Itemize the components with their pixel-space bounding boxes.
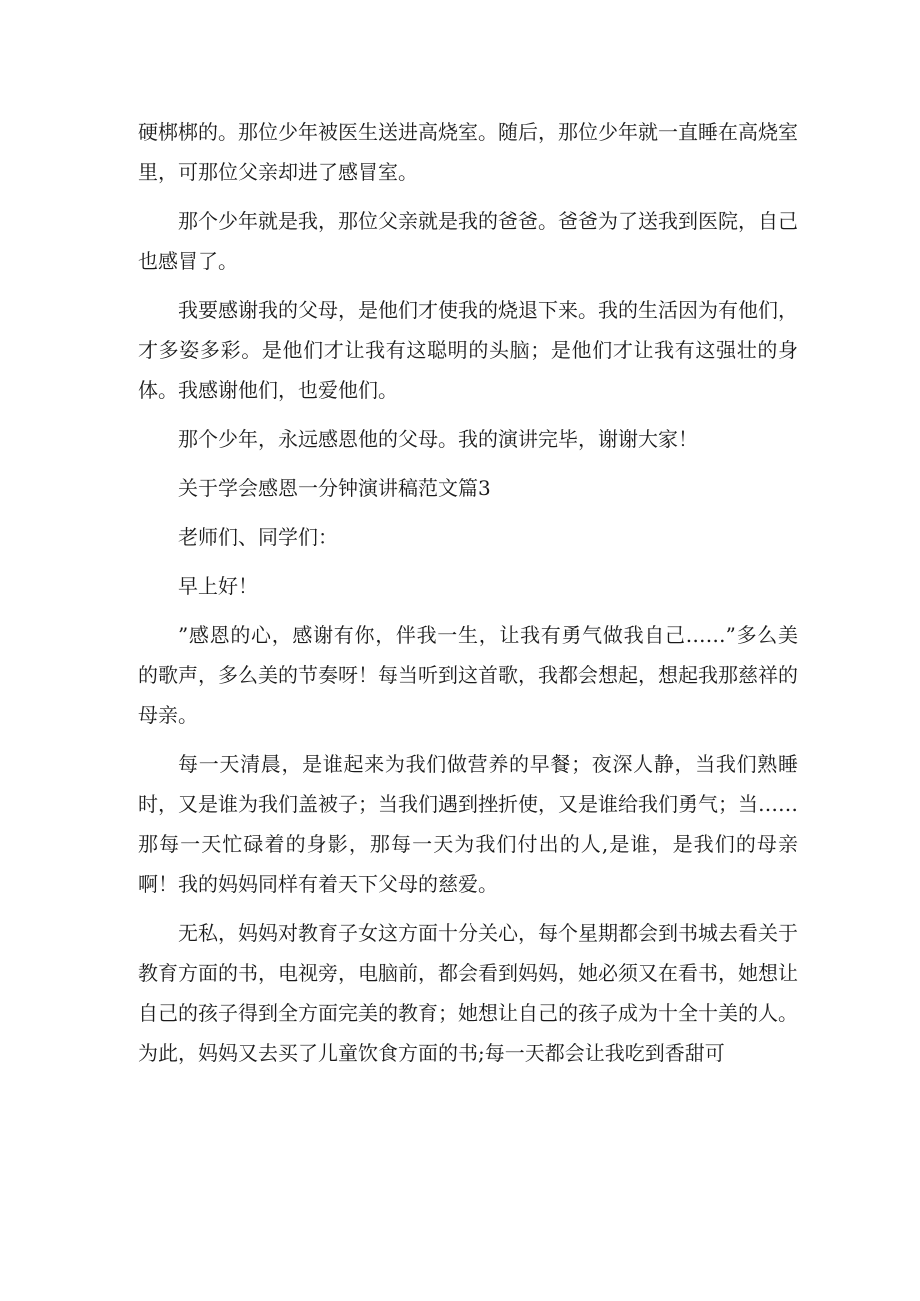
paragraph-3: 我要感谢我的父母，是他们才使我的烧退下来。我的生活因为有他们，才多姿多彩。是他们才让我有这聪明的头脑；是他们才让我有这强壮的身体。我感谢他们，也爱他们。 [138, 298, 798, 402]
greeting: 早上好！ [178, 574, 258, 598]
document-body [138, 112, 798, 1082]
paragraph-8: ”感恩的心，感谢有你，伴我一生，让我有勇气做我自己……”多么美的歌声，多么美的节奏呀！每当听到这首歌，我都会想起，想起我那慈祥的母亲。 [138, 623, 798, 727]
paragraph-4: 那个少年，永远感恩他的父母。我的演讲完毕，谢谢大家！ [178, 427, 698, 451]
paragraph-1: 硬梆梆的。那位少年被医生送进高烧室。随后，那位少年就一直睡在高烧室里，可那位父亲却进了感冒室。 [138, 120, 798, 184]
salutation: 老师们、同学们： [178, 525, 338, 549]
paragraph-9: 每一天清晨，是谁起来为我们做营养的早餐；夜深人静，当我们熟睡时，又是谁为我们盖被子；当我们遇到挫折使，又是谁给我们勇气；当……那每一天忙碌着的身影，那每一天为我们付出的人,是谁，是我们的母亲啊！我的妈妈同样有着天下父母的慈爱。 [138, 752, 798, 896]
section-heading: 关于学会感恩一分钟演讲稿范文篇3 [178, 476, 491, 500]
paragraph-2: 那个少年就是我，那位父亲就是我的爸爸。爸爸为了送我到医院，自己也感冒了。 [138, 209, 798, 273]
paragraph-10: 无私，妈妈对教育子女这方面十分关心，每个星期都会到书城去看关于教育方面的书，电视旁，电脑前，都会看到妈妈，她必须又在看书，她想让自己的孩子得到全方面完美的教育；她想让自己的孩子成为十全十美的人。为此，妈妈又去买了儿童饮食方面的书;每一天都会让我吃到香甜可 [138, 921, 798, 1065]
